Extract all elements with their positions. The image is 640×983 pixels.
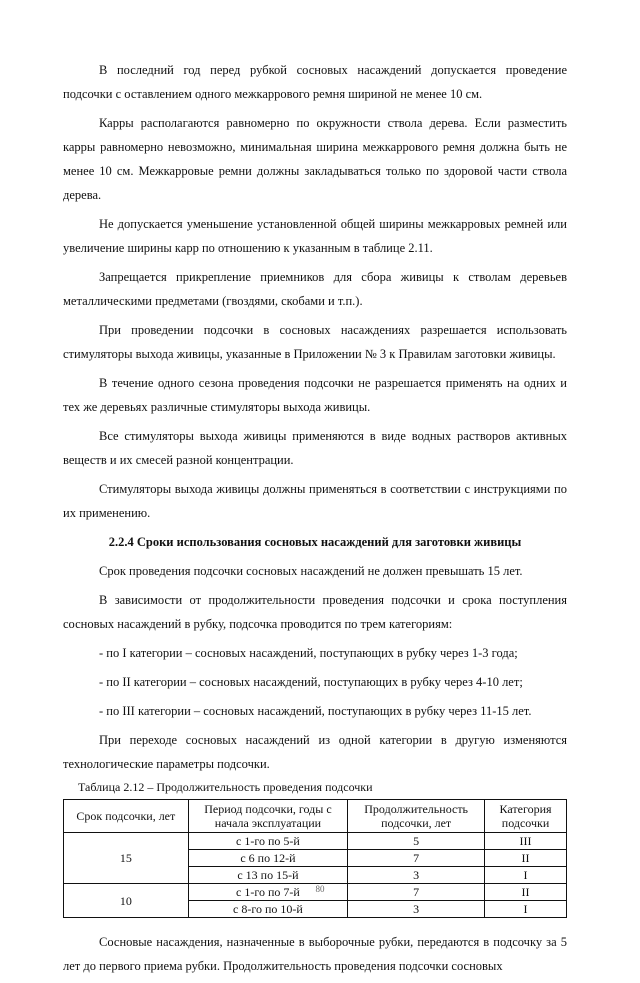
category-cell: II <box>485 884 567 901</box>
tapping-duration-table <box>63 799 567 918</box>
table-caption: Таблица 2.12 – Продолжительность проведения подсочки <box>78 780 373 794</box>
page-number: 80 <box>315 884 325 892</box>
table-row <box>64 833 567 850</box>
list-item-category-2: - по II категории – сосновых насаждений, поступающих в рубку через 4-10 лет; <box>99 675 523 689</box>
period-cell: с 8-го по 10-й <box>188 901 348 918</box>
paragraph-carre-placement: Карры располагаются равномерно по окружности ствола дерева. Если разместить карры равномерно невозможно, минимальная ширина межкаррового ремня должна быть не менее 10 см. Межкарровые ремни должны закладываться только по здоровой части ствола дерева. <box>63 116 567 202</box>
paragraph-selective-felling: Сосновые насаждения, назначенные в выборочные рубки, передаются в подсочку за 5 лет до первого приема рубки. Продолжительность проведения подсочки сосновых <box>63 935 567 973</box>
period-cell: с 1-го по 5-й <box>188 833 348 850</box>
paragraph-stimulators-allowed: При проведении подсочки в сосновых насаждениях разрешается использовать стимуляторы выхода живицы, указанные в Приложении № 3 к Правилам заготовки живицы. <box>63 323 567 361</box>
section-heading: 2.2.4 Сроки использования сосновых насаждений для заготовки живицы <box>108 535 522 549</box>
header-period: Период подсочки, годы с начала эксплуатации <box>188 800 348 833</box>
paragraph-receiver-fixing: Запрещается прикрепление приемников для сбора живицы к стволам деревьев металлическими предметами (гвоздями, скобами и т.п.). <box>63 270 567 308</box>
term-cell: 15 <box>64 833 189 884</box>
category-cell: II <box>485 850 567 867</box>
category-cell: I <box>485 901 567 918</box>
list-item-category-1: - по I категории – сосновых насаждений, поступающих в рубку через 1-3 года; <box>99 646 518 660</box>
paragraph-max-duration: Срок проведения подсочки сосновых насаждений не должен превышать 15 лет. <box>99 564 523 578</box>
paragraph-belt-width: Не допускается уменьшение установленной общей ширины межкарровых ремней или увеличение ширины карр по отношению к указанным в таблице 2.11. <box>63 217 567 255</box>
header-term: Срок подсочки, лет <box>64 800 189 833</box>
period-cell: с 1-го по 7-й <box>188 884 348 901</box>
category-cell: III <box>485 833 567 850</box>
table-header-row <box>64 800 567 833</box>
period-cell: с 6 по 12-й <box>188 850 348 867</box>
paragraph-category-transition: При переходе сосновых насаждений из одной категории в другую изменяются технологические параметры подсочки. <box>63 733 567 771</box>
header-category: Категория подсочки <box>485 800 567 833</box>
term-cell: 10 <box>64 884 189 918</box>
paragraph-water-solutions: Все стимуляторы выхода живицы применяются в виде водных растворов активных веществ и их смесей разной концентрации. <box>63 429 567 467</box>
period-cell: с 13 по 15-й <box>188 867 348 884</box>
list-item-category-3: - по III категории – сосновых насаждений, поступающих в рубку через 11-15 лет. <box>99 704 532 718</box>
header-duration: Продолжительность подсочки, лет <box>348 800 485 833</box>
document-page <box>63 58 567 983</box>
duration-cell: 7 <box>348 850 485 867</box>
duration-cell: 3 <box>348 867 485 884</box>
paragraph-last-year-tapping: В последний год перед рубкой сосновых насаждений допускается проведение подсочки с оставлением одного межкаррового ремня шириной не менее 10 см. <box>63 63 567 101</box>
duration-cell: 5 <box>348 833 485 850</box>
duration-cell: 7 <box>348 884 485 901</box>
paragraph-categories-intro: В зависимости от продолжительности проведения подсочки и срока поступления сосновых насаждений в рубку, подсочка проводится по трем категориям: <box>63 593 567 631</box>
paragraph-instructions: Стимуляторы выхода живицы должны применяться в соответствии с инструкциями по их применению. <box>63 482 567 520</box>
category-cell: I <box>485 867 567 884</box>
duration-cell: 3 <box>348 901 485 918</box>
paragraph-one-season: В течение одного сезона проведения подсочки не разрешается применять на одних и тех же деревьях различные стимуляторы выхода живицы. <box>63 376 567 414</box>
